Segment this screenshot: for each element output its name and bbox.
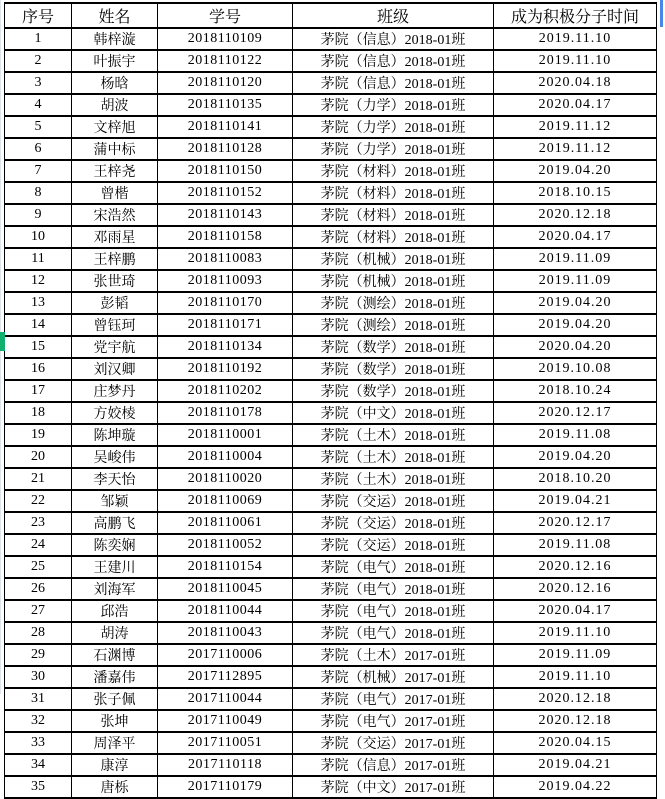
table-row: [5, 622, 657, 644]
table-row: [5, 688, 657, 710]
cell-name[interactable]: 唐栎: [72, 776, 158, 798]
table-row: [5, 292, 657, 314]
cell-date[interactable]: 2019.11.09: [494, 644, 657, 666]
cell-serial[interactable]: 19: [5, 424, 72, 446]
cell-date[interactable]: 2020.12.18: [494, 710, 657, 732]
cell-date[interactable]: 2020.04.15: [494, 732, 657, 754]
table-body: [5, 28, 657, 798]
cell-serial[interactable]: 22: [5, 490, 72, 512]
cell-student-id[interactable]: 2018110083: [158, 248, 293, 270]
cell-student-id[interactable]: 2018110141: [158, 116, 293, 138]
cell-student-id[interactable]: 2018110202: [158, 380, 293, 402]
cell-name[interactable]: 张子佩: [72, 688, 158, 710]
table-row: [5, 94, 657, 116]
cell-name[interactable]: 陈奕娴: [72, 534, 158, 556]
cell-serial[interactable]: 17: [5, 380, 72, 402]
cell-student-id[interactable]: 2017110044: [158, 688, 293, 710]
cell-serial[interactable]: 1: [5, 28, 72, 50]
cell-student-id[interactable]: 2018110134: [158, 336, 293, 358]
cell-class[interactable]: 茅院（电气）2018-01班: [293, 622, 494, 644]
cell-name[interactable]: 庄梦丹: [72, 380, 158, 402]
table-row: [5, 336, 657, 358]
cell-date[interactable]: 2019.04.20: [494, 314, 657, 336]
cell-date[interactable]: 2019.11.10: [494, 622, 657, 644]
cell-name[interactable]: 张坤: [72, 710, 158, 732]
cell-serial[interactable]: 7: [5, 160, 72, 182]
table-row: [5, 556, 657, 578]
table-row: [5, 28, 657, 50]
cell-class[interactable]: 茅院（交运）2017-01班: [293, 732, 494, 754]
cell-student-id[interactable]: 2018110001: [158, 424, 293, 446]
cell-date[interactable]: 2019.11.09: [494, 270, 657, 292]
cell-date[interactable]: 2020.04.17: [494, 226, 657, 248]
cell-name[interactable]: 邓雨星: [72, 226, 158, 248]
cell-student-id[interactable]: 2018110004: [158, 446, 293, 468]
cell-date[interactable]: 2019.11.12: [494, 116, 657, 138]
cell-serial[interactable]: 26: [5, 578, 72, 600]
cell-serial[interactable]: 35: [5, 776, 72, 798]
cell-name[interactable]: 康淳: [72, 754, 158, 776]
table-row: [5, 138, 657, 160]
cell-serial[interactable]: 31: [5, 688, 72, 710]
cell-date[interactable]: 2020.12.17: [494, 402, 657, 424]
cell-serial[interactable]: 8: [5, 182, 72, 204]
cell-student-id[interactable]: 2018110192: [158, 358, 293, 380]
cell-student-id[interactable]: 2018110170: [158, 292, 293, 314]
cell-serial[interactable]: 28: [5, 622, 72, 644]
table-row: [5, 600, 657, 622]
col-header-date[interactable]: 成为积极分子时间: [494, 3, 657, 28]
cell-class[interactable]: 茅院（信息）2018-01班: [293, 28, 494, 50]
cell-serial[interactable]: 5: [5, 116, 72, 138]
cell-serial[interactable]: 23: [5, 512, 72, 534]
cell-student-id[interactable]: 2018110044: [158, 600, 293, 622]
cell-class[interactable]: 茅院（土木）2018-01班: [293, 468, 494, 490]
cell-class[interactable]: 茅院（土木）2018-01班: [293, 424, 494, 446]
cell-class[interactable]: 茅院（数学）2018-01班: [293, 336, 494, 358]
table-row: [5, 666, 657, 688]
cell-name[interactable]: 高鹏飞: [72, 512, 158, 534]
cell-student-id[interactable]: 2017110049: [158, 710, 293, 732]
cell-class[interactable]: 茅院（信息）2018-01班: [293, 50, 494, 72]
cell-date[interactable]: 2019.04.22: [494, 776, 657, 798]
cell-class[interactable]: 茅院（交运）2018-01班: [293, 490, 494, 512]
cell-class[interactable]: 茅院（交运）2018-01班: [293, 534, 494, 556]
cell-student-id[interactable]: 2018110061: [158, 512, 293, 534]
cell-date[interactable]: 2019.11.09: [494, 248, 657, 270]
cell-serial[interactable]: 15: [5, 336, 72, 358]
cell-serial[interactable]: 18: [5, 402, 72, 424]
cell-serial[interactable]: 24: [5, 534, 72, 556]
cell-class[interactable]: 茅院（材料）2018-01班: [293, 226, 494, 248]
cell-serial[interactable]: 9: [5, 204, 72, 226]
table-row: [5, 50, 657, 72]
cell-class[interactable]: 茅院（中文）2018-01班: [293, 402, 494, 424]
cell-serial[interactable]: 25: [5, 556, 72, 578]
cell-serial[interactable]: 33: [5, 732, 72, 754]
cell-student-id[interactable]: 2018110109: [158, 28, 293, 50]
cell-name[interactable]: 党宇航: [72, 336, 158, 358]
cell-serial[interactable]: 14: [5, 314, 72, 336]
cell-class[interactable]: 茅院（测绘）2018-01班: [293, 292, 494, 314]
table-row: [5, 204, 657, 226]
cell-class[interactable]: 茅院（信息）2018-01班: [293, 72, 494, 94]
cell-date[interactable]: 2019.11.10: [494, 50, 657, 72]
cell-name[interactable]: 蒲中标: [72, 138, 158, 160]
cell-student-id[interactable]: 2018110052: [158, 534, 293, 556]
cell-date[interactable]: 2020.04.17: [494, 600, 657, 622]
table-row: [5, 314, 657, 336]
cell-date[interactable]: 2020.12.18: [494, 204, 657, 226]
cell-date[interactable]: 2020.04.20: [494, 336, 657, 358]
cell-serial[interactable]: 34: [5, 754, 72, 776]
table-row: [5, 248, 657, 270]
cell-class[interactable]: 茅院（机械）2017-01班: [293, 666, 494, 688]
activist-roster-table: [4, 2, 657, 799]
cell-student-id[interactable]: 2018110122: [158, 50, 293, 72]
table-row: [5, 182, 657, 204]
cell-name[interactable]: 叶振宇: [72, 50, 158, 72]
marquee-border-blue: [660, 0, 663, 27]
cell-serial[interactable]: 21: [5, 468, 72, 490]
cell-date[interactable]: 2019.11.10: [494, 666, 657, 688]
table-row: [5, 512, 657, 534]
cell-name[interactable]: 李天怡: [72, 468, 158, 490]
cell-serial[interactable]: 30: [5, 666, 72, 688]
cell-date[interactable]: 2019.04.20: [494, 292, 657, 314]
cell-serial[interactable]: 32: [5, 710, 72, 732]
table-row: [5, 490, 657, 512]
cell-name[interactable]: 陈坤璇: [72, 424, 158, 446]
table-row: [5, 270, 657, 292]
table-row: [5, 160, 657, 182]
cell-class[interactable]: 茅院（电气）2017-01班: [293, 710, 494, 732]
cell-class[interactable]: 茅院（土木）2018-01班: [293, 446, 494, 468]
cell-student-id[interactable]: 2018110158: [158, 226, 293, 248]
cell-class[interactable]: 茅院（数学）2018-01班: [293, 358, 494, 380]
cell-name[interactable]: 张世琦: [72, 270, 158, 292]
cell-student-id[interactable]: 2018110152: [158, 182, 293, 204]
table-row: [5, 468, 657, 490]
cell-student-id[interactable]: 2017110051: [158, 732, 293, 754]
cell-name[interactable]: 方姣棱: [72, 402, 158, 424]
cell-student-id[interactable]: 2018110043: [158, 622, 293, 644]
cell-class[interactable]: 茅院（中文）2017-01班: [293, 776, 494, 798]
cell-date[interactable]: 2019.11.08: [494, 424, 657, 446]
cell-class[interactable]: 茅院（机械）2018-01班: [293, 248, 494, 270]
table-row: [5, 710, 657, 732]
cell-student-id[interactable]: 2018110069: [158, 490, 293, 512]
cell-name[interactable]: 王梓鹏: [72, 248, 158, 270]
table-row: [5, 732, 657, 754]
cell-serial[interactable]: 3: [5, 72, 72, 94]
table-row: [5, 380, 657, 402]
cell-student-id[interactable]: 2018110154: [158, 556, 293, 578]
cell-name[interactable]: 潘嘉伟: [72, 666, 158, 688]
cell-serial[interactable]: 6: [5, 138, 72, 160]
cell-name[interactable]: 宋浩然: [72, 204, 158, 226]
cell-student-id[interactable]: 2017110118: [158, 754, 293, 776]
cell-serial[interactable]: 16: [5, 358, 72, 380]
cell-date[interactable]: 2020.04.18: [494, 72, 657, 94]
cell-date[interactable]: 2019.10.08: [494, 358, 657, 380]
cell-name[interactable]: 彭韬: [72, 292, 158, 314]
cell-date[interactable]: 2018.10.24: [494, 380, 657, 402]
cell-serial[interactable]: 20: [5, 446, 72, 468]
col-header-serial[interactable]: 序号: [5, 3, 72, 28]
table-row: [5, 534, 657, 556]
cell-date[interactable]: 2019.11.12: [494, 138, 657, 160]
cell-student-id[interactable]: 2018110135: [158, 94, 293, 116]
cell-class[interactable]: 茅院（电气）2017-01班: [293, 688, 494, 710]
table-row: [5, 644, 657, 666]
cell-serial[interactable]: 11: [5, 248, 72, 270]
cell-serial[interactable]: 2: [5, 50, 72, 72]
cell-student-id[interactable]: 2018110171: [158, 314, 293, 336]
cell-serial[interactable]: 27: [5, 600, 72, 622]
cell-serial[interactable]: 13: [5, 292, 72, 314]
cell-class[interactable]: 茅院（电气）2018-01班: [293, 578, 494, 600]
col-header-name[interactable]: 姓名: [72, 3, 158, 28]
cell-class[interactable]: 茅院（力学）2018-01班: [293, 94, 494, 116]
cell-name[interactable]: 文梓旭: [72, 116, 158, 138]
cell-name[interactable]: 周泽平: [72, 732, 158, 754]
cell-date[interactable]: 2019.04.21: [494, 490, 657, 512]
cell-student-id[interactable]: 2018110128: [158, 138, 293, 160]
cell-class[interactable]: 茅院（材料）2018-01班: [293, 204, 494, 226]
cell-serial[interactable]: 12: [5, 270, 72, 292]
table-row: [5, 226, 657, 248]
cell-name[interactable]: 韩梓漩: [72, 28, 158, 50]
cell-class[interactable]: 茅院（测绘）2018-01班: [293, 314, 494, 336]
table-row: [5, 776, 657, 798]
cell-name[interactable]: 曾钰珂: [72, 314, 158, 336]
cell-name[interactable]: 邹颖: [72, 490, 158, 512]
cell-name[interactable]: 刘海军: [72, 578, 158, 600]
cell-student-id[interactable]: 2018110150: [158, 160, 293, 182]
cell-date[interactable]: 2020.12.16: [494, 578, 657, 600]
cell-serial[interactable]: 10: [5, 226, 72, 248]
cell-name[interactable]: 胡涛: [72, 622, 158, 644]
cell-date[interactable]: 2018.10.20: [494, 468, 657, 490]
cell-class[interactable]: 茅院（力学）2018-01班: [293, 138, 494, 160]
cell-date[interactable]: 2019.04.20: [494, 160, 657, 182]
table-row: [5, 578, 657, 600]
cell-class[interactable]: 茅院（电气）2018-01班: [293, 556, 494, 578]
cell-student-id[interactable]: 2017112895: [158, 666, 293, 688]
cell-name[interactable]: 王建川: [72, 556, 158, 578]
cell-date[interactable]: 2020.04.17: [494, 94, 657, 116]
cell-serial[interactable]: 29: [5, 644, 72, 666]
cell-student-id[interactable]: 2018110020: [158, 468, 293, 490]
cell-class[interactable]: 茅院（材料）2018-01班: [293, 160, 494, 182]
cell-serial[interactable]: 4: [5, 94, 72, 116]
cell-date[interactable]: 2019.04.21: [494, 754, 657, 776]
cell-student-id[interactable]: 2017110006: [158, 644, 293, 666]
table-row: [5, 446, 657, 468]
cell-class[interactable]: 茅院（材料）2018-01班: [293, 182, 494, 204]
col-header-class[interactable]: 班级: [293, 3, 494, 28]
cell-name[interactable]: 刘汉卿: [72, 358, 158, 380]
table-row: [5, 754, 657, 776]
cell-name[interactable]: 胡波: [72, 94, 158, 116]
cell-class[interactable]: 茅院（力学）2018-01班: [293, 116, 494, 138]
cell-student-id[interactable]: 2018110093: [158, 270, 293, 292]
table-row: [5, 358, 657, 380]
cell-name[interactable]: 吴峻伟: [72, 446, 158, 468]
cell-student-id[interactable]: 2018110143: [158, 204, 293, 226]
table-row: [5, 72, 657, 94]
cell-name[interactable]: 王梓尧: [72, 160, 158, 182]
cell-date[interactable]: 2020.12.18: [494, 688, 657, 710]
cell-date[interactable]: 2019.11.10: [494, 28, 657, 50]
table-row: [5, 116, 657, 138]
cell-date[interactable]: 2019.11.08: [494, 534, 657, 556]
cell-student-id[interactable]: 2017110179: [158, 776, 293, 798]
cell-student-id[interactable]: 2018110120: [158, 72, 293, 94]
cell-class[interactable]: 茅院（电气）2018-01班: [293, 600, 494, 622]
header-row: [5, 3, 657, 28]
cell-student-id[interactable]: 2018110045: [158, 578, 293, 600]
cell-name[interactable]: 石渊博: [72, 644, 158, 666]
cell-class[interactable]: 茅院（机械）2018-01班: [293, 270, 494, 292]
table-row: [5, 402, 657, 424]
cell-date[interactable]: 2019.04.20: [494, 446, 657, 468]
cell-date[interactable]: 2020.12.16: [494, 556, 657, 578]
cell-date[interactable]: 2018.10.15: [494, 182, 657, 204]
cell-name[interactable]: 杨晗: [72, 72, 158, 94]
cell-name[interactable]: 曾楷: [72, 182, 158, 204]
cell-class[interactable]: 茅院（信息）2017-01班: [293, 754, 494, 776]
cell-student-id[interactable]: 2018110178: [158, 402, 293, 424]
cell-class[interactable]: 茅院（交运）2018-01班: [293, 512, 494, 534]
cell-class[interactable]: 茅院（数学）2018-01班: [293, 380, 494, 402]
cell-date[interactable]: 2020.12.17: [494, 512, 657, 534]
cell-name[interactable]: 邱浩: [72, 600, 158, 622]
cell-class[interactable]: 茅院（土木）2017-01班: [293, 644, 494, 666]
selection-indicator-green: [0, 332, 5, 351]
table-row: [5, 424, 657, 446]
col-header-student-id[interactable]: 学号: [158, 3, 293, 28]
